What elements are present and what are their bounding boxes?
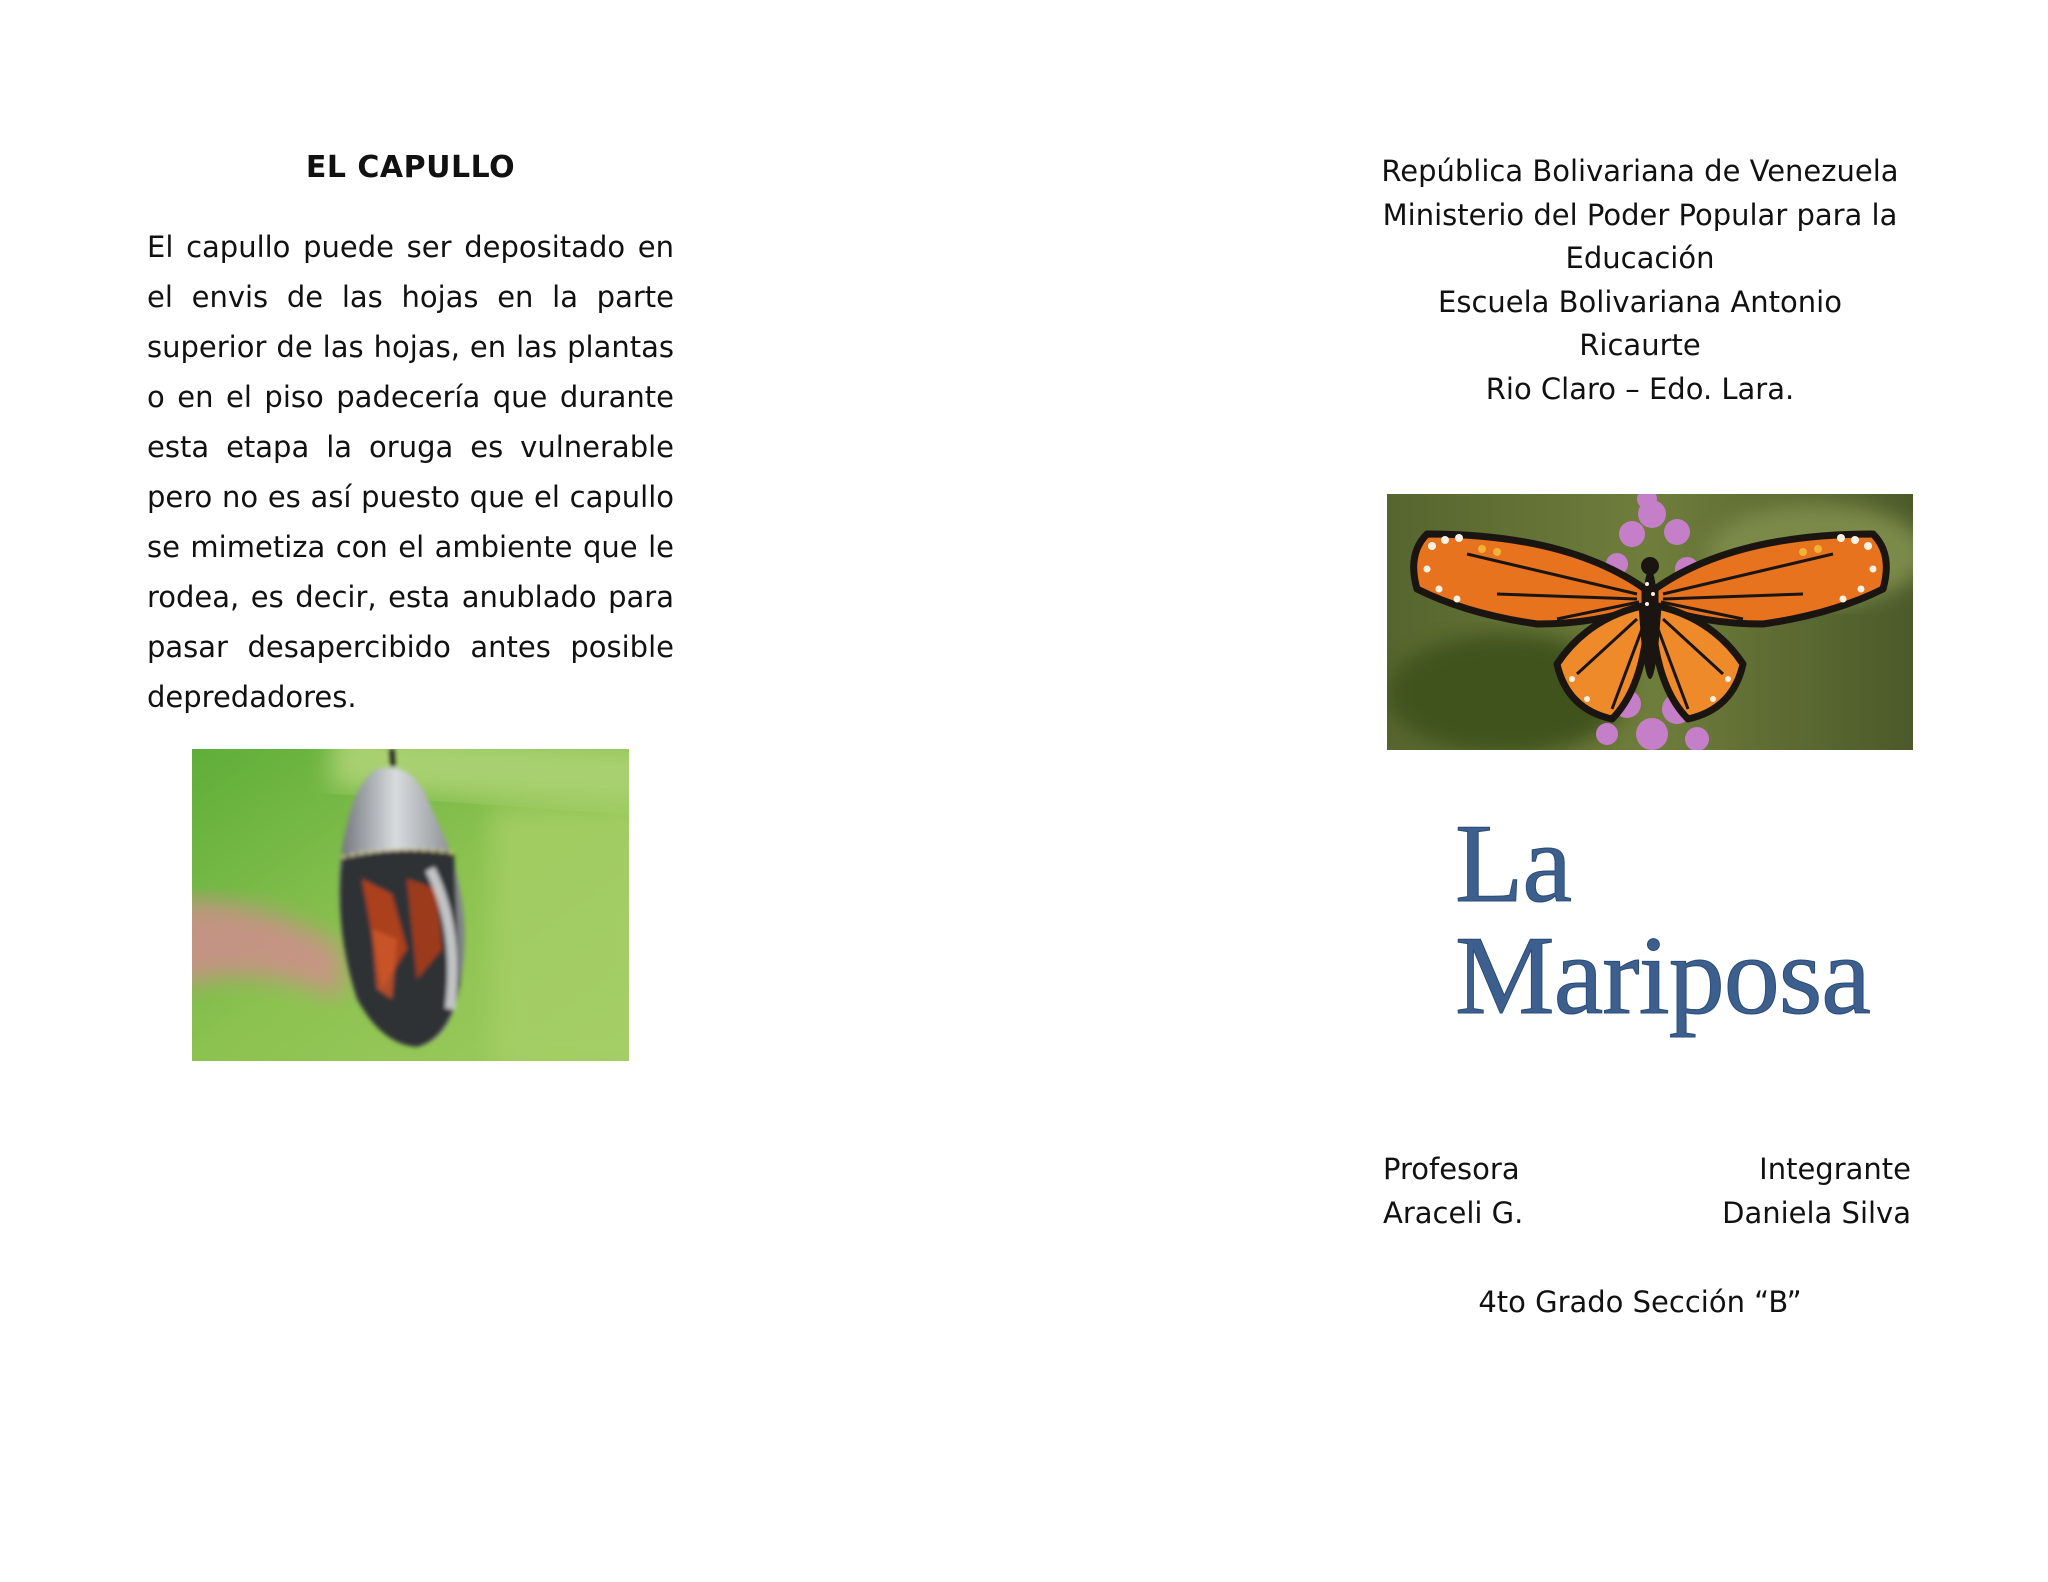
header-line: Educación <box>1565 241 1715 275</box>
section-body-text: El capullo puede ser depositado en el envis de las hojas en la parte superior de las hojas, en las plantas o en el piso padecería que durante esta etapa la oruga es vulnerable pero no es así puesto que el capullo se mimetiza con el ambiente que le rodea, es decir, esta anublado para pasar desapercibido antes posible depredadores. <box>147 230 674 714</box>
teacher-name: Araceli G. <box>1383 1195 1524 1230</box>
header-line: Escuela Bolivariana Antonio <box>1438 284 1842 319</box>
monarch-butterfly-photo <box>1387 494 1913 750</box>
student-credit <box>1722 1148 1911 1235</box>
grade-section: 4to Grado Sección “B” <box>1478 1285 1802 1319</box>
header-line: Ricaurte <box>1579 328 1701 362</box>
cover-title <box>1455 802 1871 1038</box>
section-heading: EL CAPULLO <box>305 150 516 185</box>
chrysalis-photo <box>192 749 629 1061</box>
cover-title-line: La <box>1455 802 1572 926</box>
student-label: Integrante <box>1759 1152 1911 1186</box>
teacher-credit <box>1383 1148 1523 1235</box>
header-line: República Bolivariana de Venezuela <box>1381 154 1899 188</box>
cover-title-line: Mariposa <box>1455 914 1871 1038</box>
teacher-label: Profesora <box>1383 1152 1520 1186</box>
student-name: Daniela Silva <box>1722 1195 1911 1230</box>
header-line: Ministerio del Poder Popular para la <box>1382 197 1898 232</box>
header-line: Rio Claro – Edo. Lara. <box>1485 371 1795 406</box>
institution-header <box>1360 150 1920 411</box>
